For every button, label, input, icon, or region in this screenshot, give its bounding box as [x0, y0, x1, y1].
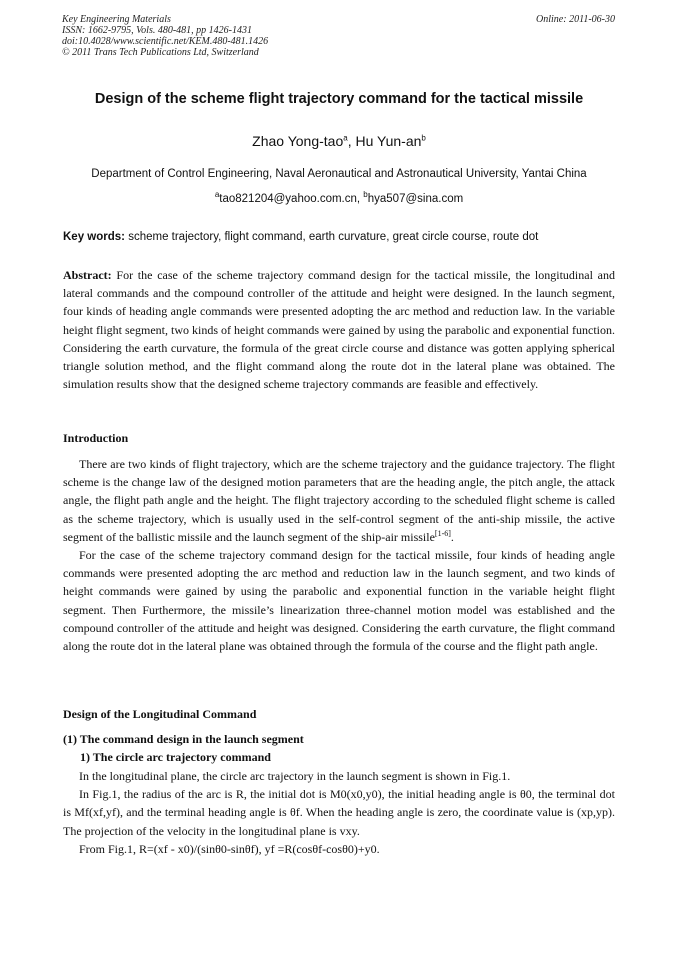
long-line-2: In Fig.1, the radius of the arc is R, the initial dot is M0(x0,y0), the initial heading angle is θ0, the terminal dot is Mf(xf,yf), and the terminal heading angle is θf. When the heading angle is zero, the coordinate value is (xp,yp). The projection of the velocity in the longitudinal plane is vxy. — [63, 787, 615, 838]
keywords-label: Key words: — [63, 231, 125, 243]
citation-ref[interactable]: [1-6] — [434, 528, 451, 538]
doi-line[interactable]: doi:10.4028/www.scientific.net/KEM.480-481.1426 — [62, 36, 269, 47]
email-line — [0, 190, 678, 205]
intro-paragraph-1 — [63, 455, 615, 546]
abstract-label: Abstract: — [63, 268, 112, 282]
paper-title: Design of the scheme flight trajectory command for the tactical missile — [94, 91, 584, 107]
author-line — [0, 133, 678, 149]
affiliation: Department of Control Engineering, Naval Aeronautical and Astronautical University, Yantai China — [91, 168, 587, 180]
abstract-text: For the case of the scheme trajectory command design for the tactical missile, the longitudinal and lateral commands and the compound controller of the attitude and height were designed. In the launch segment, four kinds of heading angle commands were presented adopting the arc method and reduction law. In the variable height flight segment, two kinds of height commands were gained by using the parabolic and exponential function. Considering the earth curvature, the formula of the great circle course and distance was gotten applying spherical triangle solution method, and the flight command along the route dot in the lateral plane was obtained. The simulation results show that the designed scheme trajectory commands are feasible and effectively. — [63, 268, 615, 392]
author-2: Hu Yun-an — [355, 133, 422, 149]
keywords-text: scheme trajectory, flight command, earth curvature, great circle course, route dot — [125, 231, 539, 243]
email-b[interactable]: hya507@sina.com — [367, 193, 464, 205]
issn-line: ISSN: 1662-9795, Vols. 480-481, pp 1426-1431 — [62, 25, 252, 36]
journal-metadata — [62, 14, 268, 58]
email-a-mark: a — [214, 190, 220, 200]
keywords — [63, 231, 615, 243]
author-2-affil-mark: b — [421, 133, 426, 143]
longitudinal-heading: Design of the Longitudinal Command — [63, 707, 257, 721]
intro-paragraph-2: For the case of the scheme trajectory command design for the tactical missile, four kinds of heading angle commands were presented adopting the arc method and reduction law in the launch segment, and two kinds of height commands were gained by using the parabolic and exponential function in the variable height flight segment. Then Furthermore, the missile’s linearization three-channel motion model was established and the compound controller of the attitude and height was designed. Considering the earth curvature, the flight command along the route dot in the lateral plane was obtained through the formula of the course and the flight path angle. — [63, 548, 615, 654]
author-1: Zhao Yong-tao — [252, 133, 344, 149]
journal-name: Key Engineering Materials — [62, 14, 171, 25]
intro-p1-end: . — [450, 529, 454, 544]
copyright-line: © 2011 Trans Tech Publications Ltd, Switzerland — [62, 47, 259, 58]
author-1-affil-mark: a — [343, 133, 348, 143]
email-a[interactable]: tao821204@yahoo.com.cn, — [219, 193, 364, 205]
long-line-3: From Fig.1, R=(xf - x0)/(sinθ0-sinθf), yf =R(cosθf-cosθ0)+y0. — [79, 841, 380, 856]
circle-arc-heading: 1) The circle arc trajectory command — [80, 750, 271, 764]
online-date: Online: 2011-06-30 — [536, 14, 615, 25]
introduction-heading: Introduction — [63, 431, 129, 445]
long-line-1: In the longitudinal plane, the circle arc trajectory in the launch segment is shown in Fig.1. — [79, 769, 511, 783]
launch-segment-heading: (1) The command design in the launch segment — [63, 732, 304, 746]
email-b-mark: b — [363, 190, 368, 200]
author-separator: , — [347, 133, 356, 149]
introduction-body — [63, 455, 615, 655]
intro-p1-text: There are two kinds of flight trajectory, which are the scheme trajectory and the guidance trajectory. The flight scheme is the change law of the designed motion parameters that are the heading angle, the pitch angle, the attack angle, the flight path angle and the height. The flight trajectory according to the scheduled flight scheme is called as the scheme trajectory, which is usually used in the self-control segment of the anti-ship missile, the active segment of the ballistic missile and the launch segment of the ship-air missile — [63, 457, 615, 544]
longitudinal-body — [63, 767, 615, 858]
abstract — [63, 266, 615, 393]
